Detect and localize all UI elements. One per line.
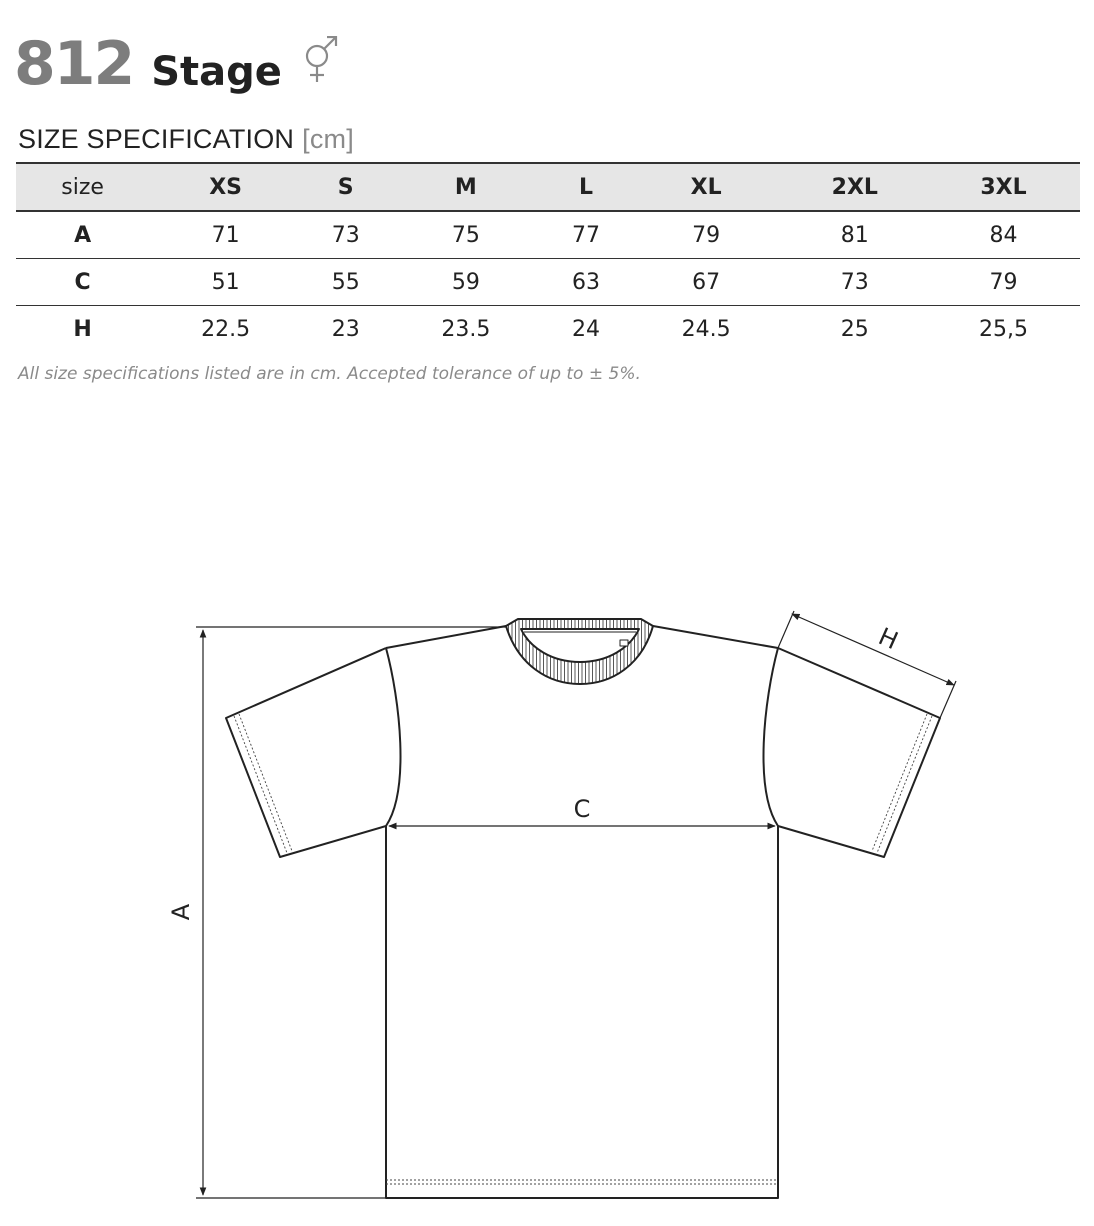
table-cell: 55 xyxy=(302,259,389,306)
t-shirt-outline xyxy=(226,619,940,1198)
table-cell: 77 xyxy=(542,211,629,259)
table-cell: 25 xyxy=(840,316,869,342)
shirt-left-sleeve xyxy=(226,648,386,857)
product-code: 812 xyxy=(14,29,134,99)
table-cell: 75 xyxy=(389,211,542,259)
row-label-c: C xyxy=(16,259,149,306)
shirt-body xyxy=(386,826,778,1198)
shirt-right-shoulder xyxy=(653,626,778,648)
table-cell: 79 xyxy=(630,211,783,259)
label-h: H xyxy=(874,622,903,656)
table-cell: 59 xyxy=(389,259,542,306)
shirt-right-armhole xyxy=(764,648,778,826)
table-cell: 24.5 xyxy=(681,316,731,342)
column-header-xs: XS xyxy=(149,163,302,211)
table-cell: 84 xyxy=(927,211,1080,259)
row-label-a: A xyxy=(16,211,149,259)
table-cell: 24 xyxy=(571,316,600,342)
shirt-label-tag xyxy=(620,640,628,646)
table-cell: 79 xyxy=(927,259,1080,306)
column-header-m: M xyxy=(389,163,542,211)
table-cell: 81 xyxy=(783,211,927,259)
table-cell: 73 xyxy=(302,211,389,259)
table-cell: 22.5 xyxy=(201,316,251,342)
table-cell: 71 xyxy=(149,211,302,259)
measurement-h xyxy=(778,611,956,718)
column-header-3xl: 3XL xyxy=(927,163,1080,211)
product-name: Stage xyxy=(151,49,282,95)
size-spec-title-text: SIZE SPECIFICATION xyxy=(18,124,295,154)
label-c: C xyxy=(573,795,591,823)
column-header-l: L xyxy=(542,163,629,211)
column-header-2xl: 2XL xyxy=(783,163,927,211)
table-cell: 63 xyxy=(542,259,629,306)
table-cell: 23 xyxy=(331,316,360,342)
column-header-xl: XL xyxy=(630,163,783,211)
size-spec-unit: [cm] xyxy=(302,124,354,154)
column-header-s: S xyxy=(302,163,389,211)
table-cell: 73 xyxy=(783,259,927,306)
tolerance-note: All size specifications listed are in cm. Accepted tolerance of up to ± 5%. xyxy=(18,364,641,384)
table-cell: 23.5 xyxy=(441,316,491,342)
shirt-left-shoulder xyxy=(386,626,506,648)
shirt-left-armhole xyxy=(386,648,400,826)
table-cell: 25,5 xyxy=(979,316,1028,342)
shirt-right-sleeve xyxy=(778,648,940,857)
shirt-stitching xyxy=(234,714,932,1184)
column-header-size: size xyxy=(16,163,149,211)
table-cell: 67 xyxy=(630,259,783,306)
row-label-h: H xyxy=(73,316,92,342)
label-a: A xyxy=(167,903,195,921)
measurement-a xyxy=(196,627,506,1198)
table-cell: 51 xyxy=(149,259,302,306)
